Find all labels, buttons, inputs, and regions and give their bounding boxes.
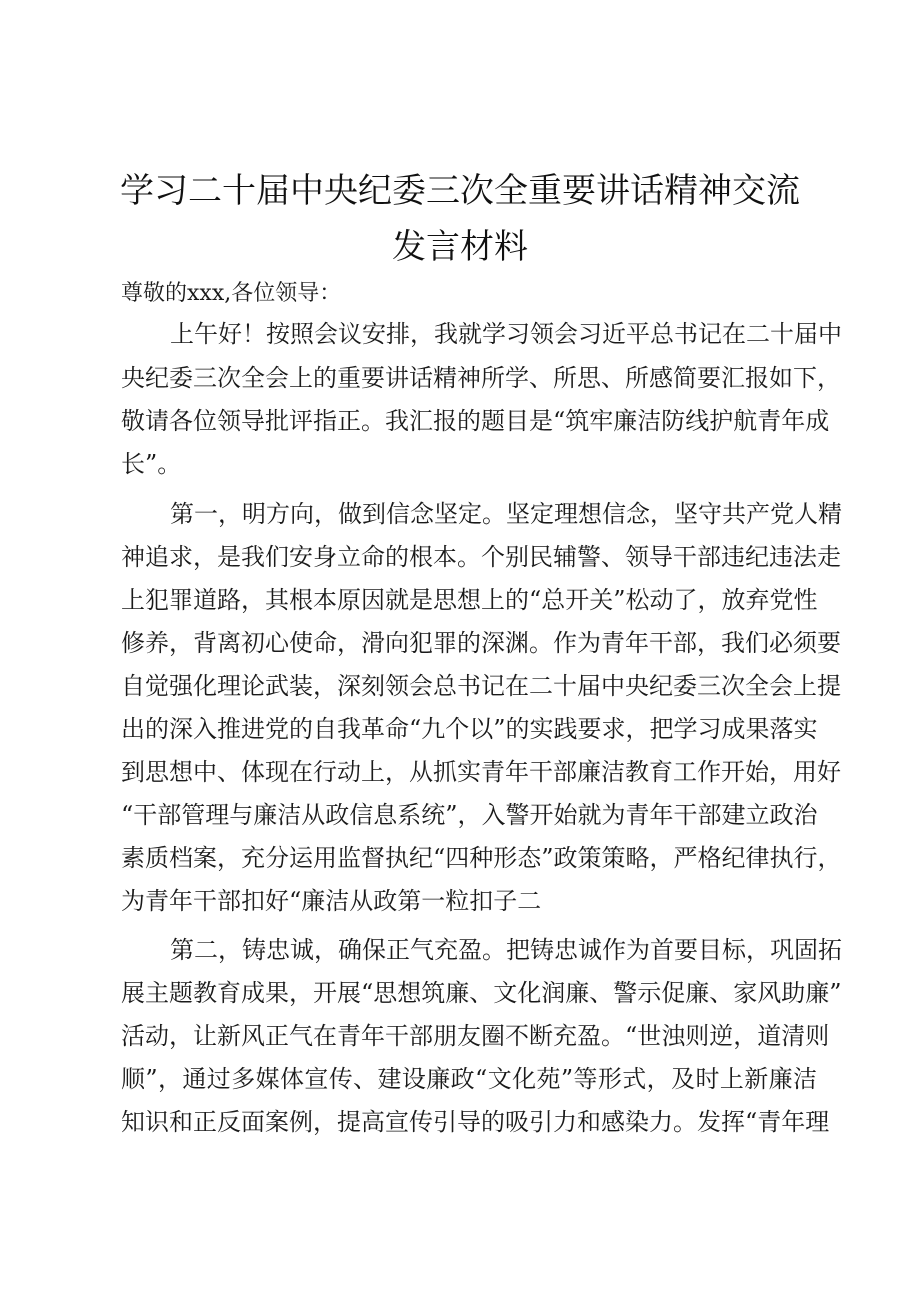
paragraph-2-line-4: 修养，背离初心使命，滑向犯罪的深渊。作为青年干部，我们必须要 bbox=[121, 629, 841, 657]
paragraph-2-line-7: 到思想中、体现在行动上，从抓实青年干部廉洁教育工作开始，用好 bbox=[121, 758, 841, 786]
paragraph-1-line-3: 敬请各位领导批评指正。我汇报的题目是“筑牢廉洁防线护航青年成 bbox=[121, 407, 830, 435]
greeting: 尊敬的xxx,各位领导： bbox=[121, 281, 342, 306]
paragraph-2-line-1: 第一，明方向，做到信念坚定。坚定理想信念，坚守共产党人精 bbox=[170, 500, 842, 528]
paragraph-3-line-4: 顺”，通过多媒体宣传、建设廉政“文化苑”等形式，及时上新廉洁 bbox=[121, 1065, 817, 1093]
document-title-line-1: 学习二十届中央纪委三次全重要讲话精神交流 bbox=[120, 171, 800, 211]
paragraph-2-line-9: 素质档案，充分运用监督执纪“四种形态”政策策略，严格纪律执行， bbox=[121, 844, 842, 872]
paragraph-2-line-5: 自觉强化理论武装，深刻领会总书记在二十届中央纪委三次全会上提 bbox=[121, 672, 841, 700]
paragraph-2-line-2: 神追求，是我们安身立命的根本。个别民辅警、领导干部违纪违法走 bbox=[121, 543, 841, 571]
paragraph-1-line-1: 上午好！按照会议安排，我就学习领会习近平总书记在二十届中 bbox=[170, 320, 842, 348]
paragraph-2-line-8: “干部管理与廉洁从政信息系统”，入警开始就为青年干部建立政治 bbox=[121, 801, 818, 829]
paragraph-2-line-10: 为青年干部扣好“廉洁从政第一粒扣子二 bbox=[121, 887, 542, 915]
paragraph-1-line-2: 央纪委三次全会上的重要讲话精神所学、所思、所感简要汇报如下， bbox=[121, 364, 841, 392]
paragraph-2-line-3: 上犯罪道路，其根本原因就是思想上的“总开关”松动了，放弃党性 bbox=[121, 586, 818, 614]
paragraph-3-line-1: 第二，铸忠诚，确保正气充盈。把铸忠诚作为首要目标，巩固拓 bbox=[170, 936, 842, 964]
paragraph-3-line-3: 活动，让新风正气在青年干部朋友圈不断充盈。“世浊则逆，道清则 bbox=[121, 1022, 830, 1050]
paragraph-3-line-2: 展主题教育成果，开展“思想筑廉、文化润廉、警示促廉、家风助廉” bbox=[121, 979, 842, 1007]
paragraph-1-line-4: 长”。 bbox=[121, 450, 182, 478]
paragraph-3-line-5: 知识和正反面案例，提高宣传引导的吸引力和感染力。发挥“青年理 bbox=[121, 1108, 830, 1136]
document-title-line-2: 发言材料 bbox=[392, 227, 528, 267]
paragraph-2-line-6: 出的深入推进党的自我革命“九个以”的实践要求，把学习成果落实 bbox=[121, 715, 818, 743]
